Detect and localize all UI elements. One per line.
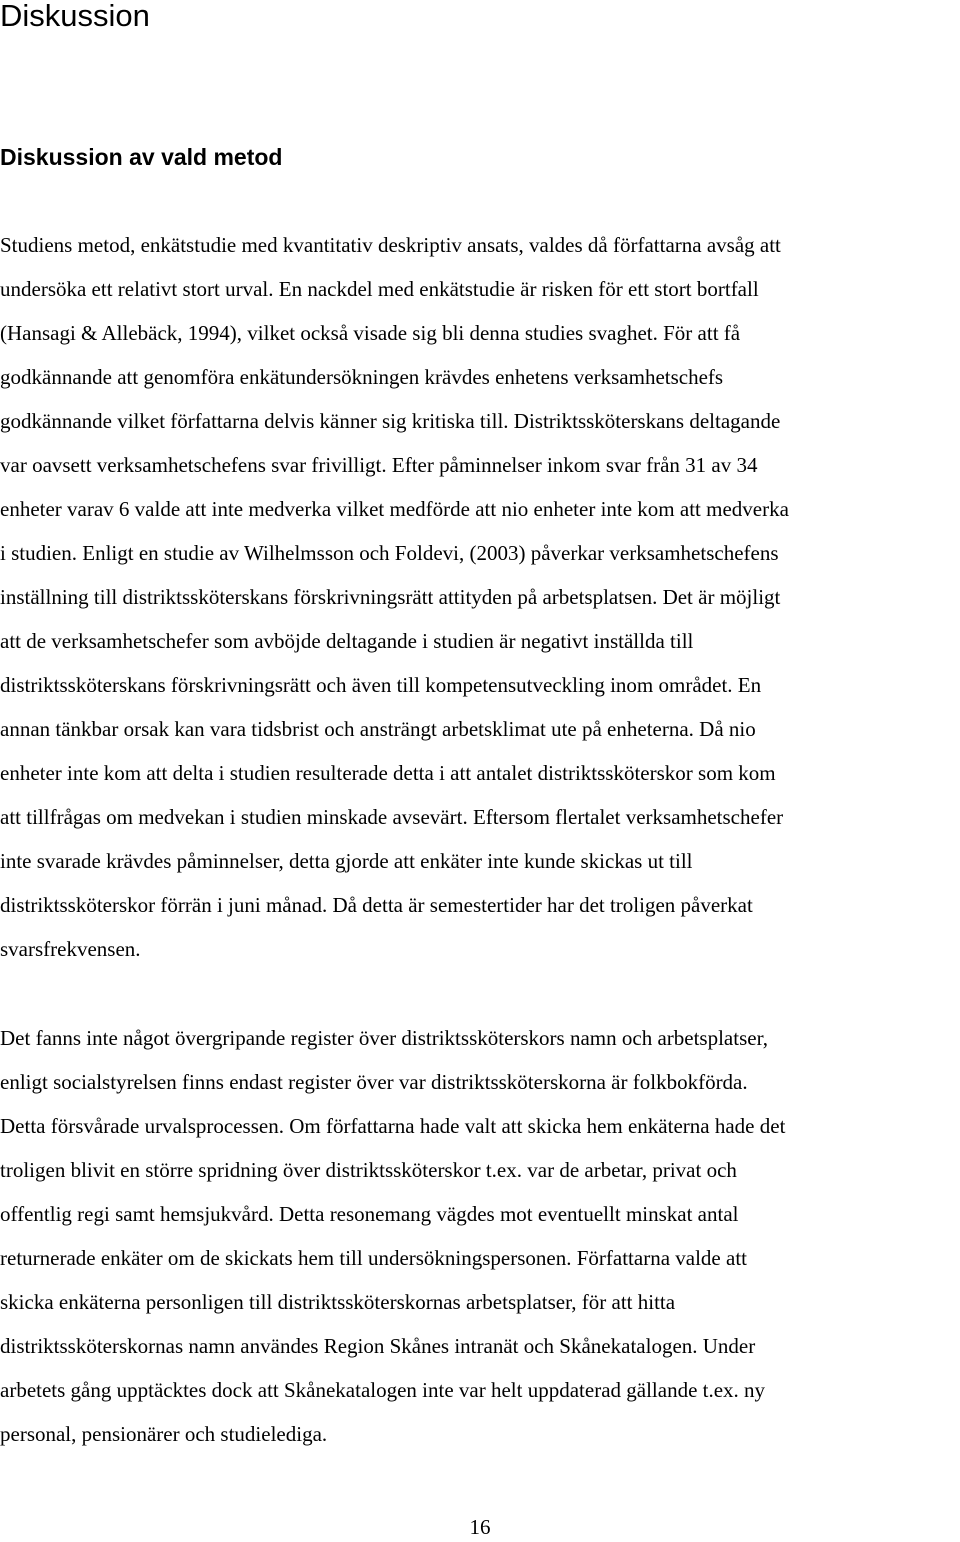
text-line: att de verksamhetschefer som avböjde deltagande i studien är negativt inställda till — [0, 629, 694, 653]
text-line: returnerade enkäter om de skickats hem till undersökningspersonen. Författarna valde att — [0, 1246, 747, 1270]
text-line: undersöka ett relativt stort urval. En nackdel med enkätstudie är risken för ett stort bortfall — [0, 277, 759, 301]
text-line: inställning till distriktssköterskans förskrivningsrätt attityden på arbetsplatsen. Det är möjligt — [0, 585, 781, 609]
text-line: i studien. Enligt en studie av Wilhelmsson och Foldevi, (2003) påverkar verksamhetschefens — [0, 541, 779, 565]
text-line: offentlig regi samt hemsjukvård. Detta resonemang vägdes mot eventuellt minskat antal — [0, 1202, 739, 1226]
text-line: Det fanns inte något övergripande register över distriktssköterskors namn och arbetsplatser, — [0, 1026, 768, 1050]
page-title: Diskussion — [0, 0, 150, 33]
text-line: enheter inte kom att delta i studien resulterade detta i att antalet distriktssköterskor som kom — [0, 761, 776, 785]
text-line: arbetets gång upptäcktes dock att Skånekatalogen inte var helt uppdaterad gällande t.ex. ny — [0, 1378, 766, 1402]
paragraph-register — [0, 1016, 960, 1456]
text-line: distriktssköterskornas namn användes Region Skånes intranät och Skånekatalogen. Under — [0, 1334, 756, 1358]
text-line: distriktssköterskor förrän i juni månad. Då detta är semestertider har det troligen påverkat — [0, 893, 753, 917]
section-heading: Diskussion av vald metod — [0, 144, 283, 170]
text-line: godkännande vilket författarna delvis känner sig kritiska till. Distriktssköterskans deltagande — [0, 409, 781, 433]
paragraph-method — [0, 223, 960, 971]
text-line: att tillfrågas om medvekan i studien minskade avsevärt. Eftersom flertalet verksamhetschefer — [0, 805, 784, 829]
text-line: inte svarade krävdes påminnelser, detta gjorde att enkäter inte kunde skickas ut till — [0, 849, 693, 873]
text-line: Detta försvårade urvalsprocessen. Om författarna hade valt att skicka hem enkäterna hade det — [0, 1114, 786, 1138]
text-line: skicka enkäterna personligen till distriktssköterskornas arbetsplatser, för att hitta — [0, 1290, 676, 1314]
text-line: svarsfrekvensen. — [0, 937, 141, 961]
text-line: (Hansagi & Allebäck, 1994), vilket också visade sig bli denna studies svaghet. För att få — [0, 321, 741, 345]
page-number: 16 — [469, 1515, 491, 1539]
text-line: annan tänkbar orsak kan vara tidsbrist och ansträngt arbetsklimat ute på enheterna. Då nio — [0, 717, 756, 741]
text-line: var oavsett verksamhetschefens svar frivilligt. Efter påminnelser inkom svar från 31 av 34 — [0, 453, 758, 477]
text-line: enligt socialstyrelsen finns endast register över var distriktssköterskorna är folkbokförda. — [0, 1070, 748, 1094]
text-line: troligen blivit en större spridning över distriktssköterskor t.ex. var de arbetar, privat och — [0, 1158, 737, 1182]
text-line: enheter varav 6 valde att inte medverka vilket medförde att nio enheter inte kom att medverka — [0, 497, 789, 521]
text-line: godkännande att genomföra enkätundersökningen krävdes enhetens verksamhetschefs — [0, 365, 724, 389]
text-line: Studiens metod, enkätstudie med kvantitativ deskriptiv ansats, valdes då författarna avsåg att — [0, 233, 781, 257]
text-line: distriktssköterskans förskrivningsrätt och även till kompetensutveckling inom området. En — [0, 673, 762, 697]
text-line: personal, pensionärer och studielediga. — [0, 1422, 328, 1446]
